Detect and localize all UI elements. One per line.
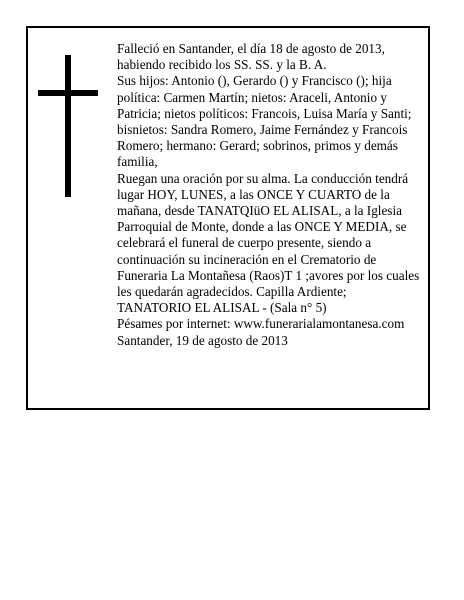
family-list: Sus hijos: Antonio (), Gerardo () y Francisco (); hija política: Carmen Martín; nietos: Araceli, Antonio y Patricia; nietos políticos: Francois, Luisa María y Santi; bisnietos: Sandra Romero, Jaime Fernández y Francois Romero; hermano: Gerard; sobrinos, primos y demás familia, bbox=[117, 73, 412, 170]
obituary-notice bbox=[26, 26, 430, 410]
death-announcement: Falleció en Santander, el día 18 de agosto de 2013, habiendo recibido los SS. SS. y la B. A. bbox=[117, 41, 385, 73]
funeral-details: Ruegan una oración por su alma. La conducción tendrá lugar HOY, LUNES, a las ONCE Y CUARTO de la mañana, desde TANATQIüO EL ALISAL, a la Iglesia Parroquial de Monte, donde a las ONCE Y MEDIA, se celebrará el funeral de cuerpo presente, siendo a continuación su incineración en el Crematorio de Funeraria La Montañesa (Raos)T 1 ;avores por los cuales les quedarán agradecidos. Capilla Ardiente; TANATORIO EL ALISAL - (Sala n° 5) bbox=[117, 170, 420, 316]
notice-date: Santander, 19 de agosto de 2013 bbox=[117, 332, 288, 348]
cross-vertical-bar bbox=[65, 55, 71, 197]
cross-horizontal-bar bbox=[38, 90, 98, 96]
condolences-website: Pésames por internet: www.funerarialamontanesa.com bbox=[117, 316, 405, 332]
obituary-text bbox=[117, 41, 423, 349]
cross-icon bbox=[38, 55, 98, 197]
